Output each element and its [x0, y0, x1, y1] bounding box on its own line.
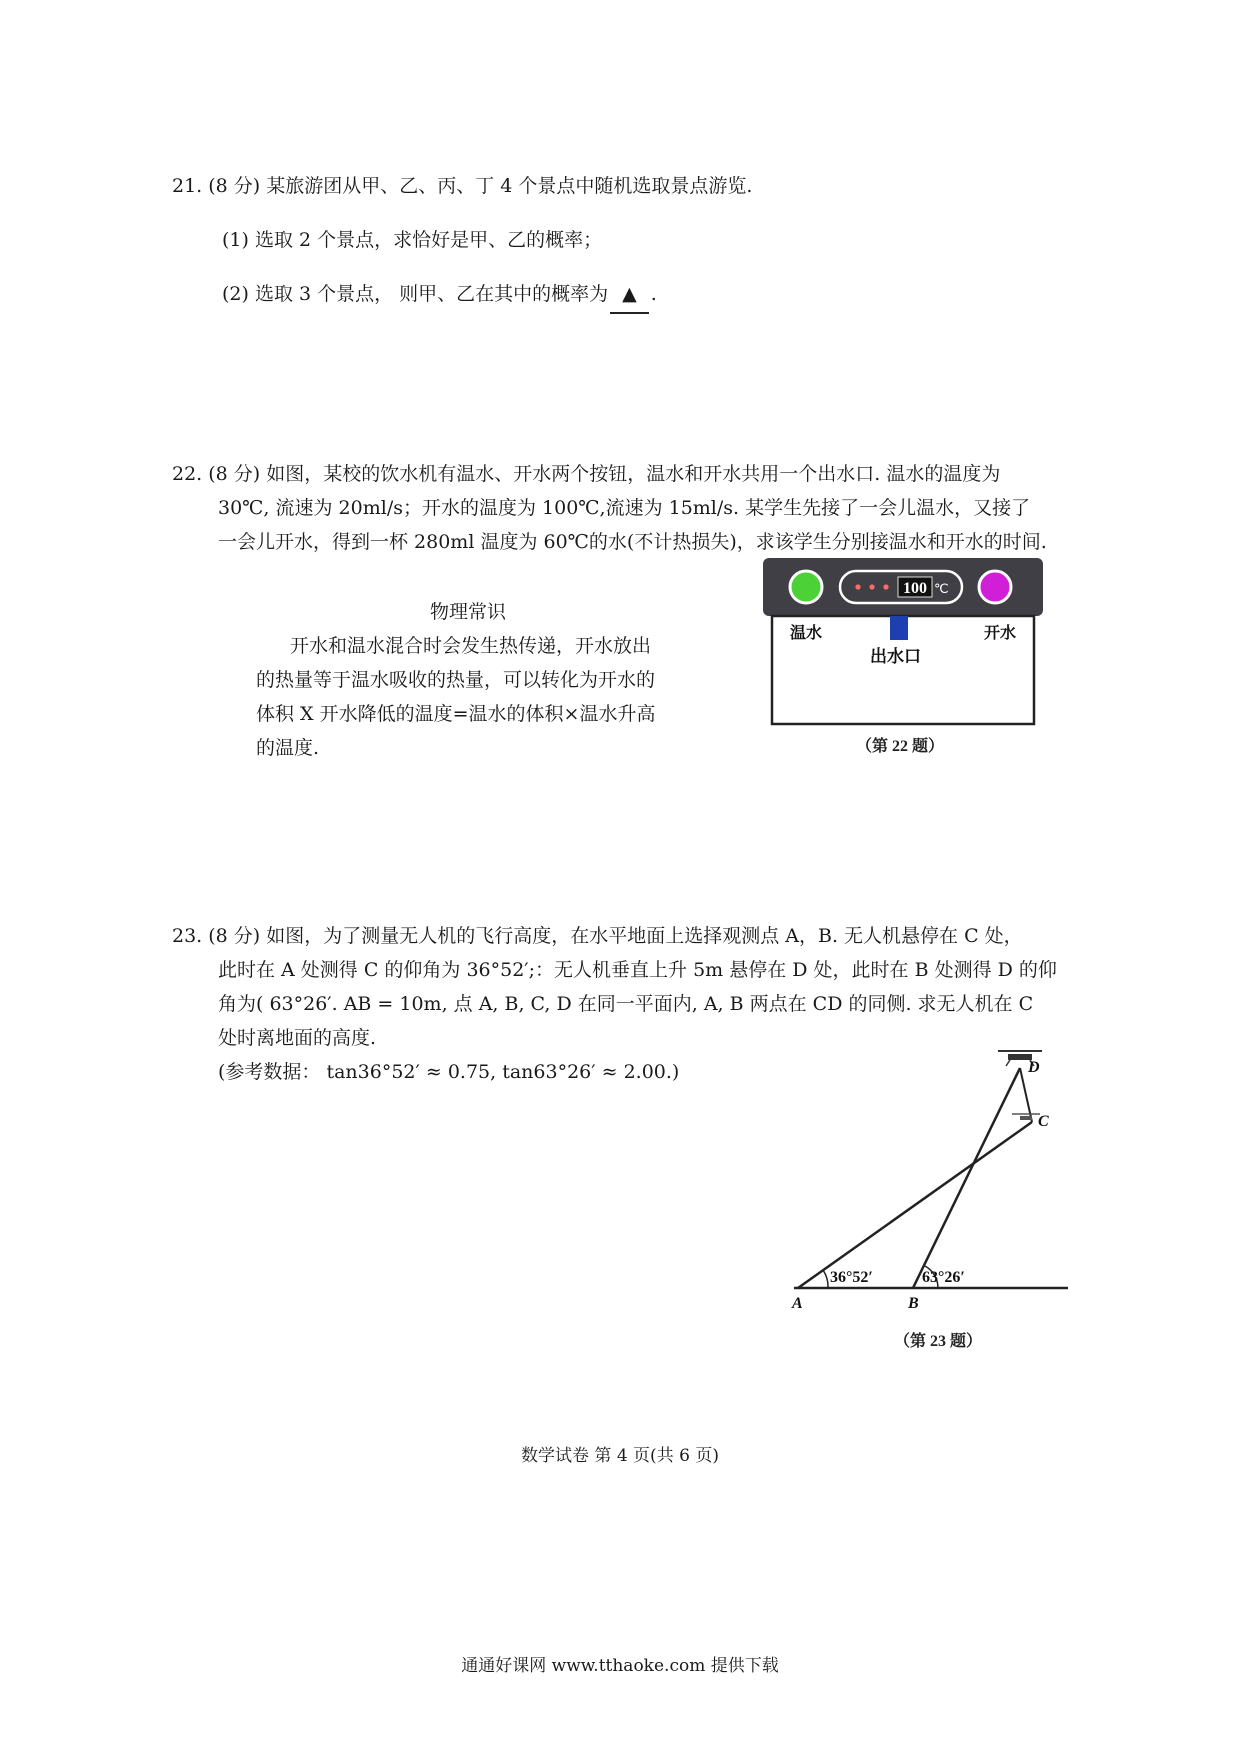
drone-marker-c — [1012, 1114, 1040, 1120]
q22-line1: 22. (8 分) 如图，某校的饮水机有温水、开水两个按钮，温水和开水共用一个出水口. 温水的温度为 — [172, 463, 1001, 485]
point-d-label: D — [1028, 1059, 1040, 1076]
physics-note-line1: 开水和温水混合时会发生热传递，开水放出 — [290, 635, 652, 657]
angle-b-label: 63°26′ — [922, 1269, 965, 1286]
q21-stem: 21. (8 分) 某旅游团从甲、乙、丙、丁 4 个景点中随机选取景点游览. — [172, 175, 753, 197]
q23-line3: 角为( 63°26′. AB = 10m, 点 A, B, C, D 在同一平面内, A, B 两点在 CD 的同侧. 求无人机在 C — [218, 993, 1034, 1015]
line-ac — [798, 1122, 1032, 1288]
q21-part2-prefix: (2) 选取 3 个景点， 则甲、乙在其中的概率为 — [222, 283, 609, 305]
q21-part2 — [222, 276, 657, 314]
q22-line3: 一会儿开水，得到一杯 280ml 温度为 60℃的水(不计热损失)，求该学生分别接温水和开水的时间. — [218, 531, 1047, 553]
q21-part1: (1) 选取 2 个景点，求恰好是甲、乙的概率； — [222, 229, 603, 251]
outlet-label: 出水口 — [870, 647, 921, 666]
point-a-label: A — [792, 1295, 803, 1312]
line-bd — [913, 1068, 1020, 1288]
figure-22-caption: （第 22 题） — [855, 738, 945, 755]
download-credit: 通通好课网 www.tthaoke.com 提供下载 — [461, 1656, 779, 1676]
page-number: 数学试卷 第 4 页(共 6 页) — [521, 1446, 719, 1466]
warm-water-label: 温水 — [790, 625, 823, 642]
indicator-dot — [855, 584, 860, 589]
physics-note-line3: 体积 X 开水降低的温度=温水的体积×温水升高 — [256, 703, 656, 725]
hot-water-label: 开水 — [984, 625, 1017, 642]
water-dispenser-figure — [760, 555, 1050, 765]
warm-water-button — [790, 571, 822, 603]
q21-part2-suffix: . — [650, 283, 657, 305]
hot-water-button — [979, 571, 1011, 603]
point-c-label: C — [1038, 1113, 1049, 1130]
q23-line4: 处时离地面的高度. — [218, 1027, 377, 1049]
figure-23-caption: （第 23 题） — [893, 1333, 983, 1350]
q23-line2: 此时在 A 处测得 C 的仰角为 36°52′;：无人机垂直上升 5m 悬停在 D 处，此时在 B 处测得 D 的仰 — [218, 959, 1057, 981]
angle-a-label: 36°52′ — [830, 1269, 873, 1286]
answer-blank: ▲ — [610, 276, 649, 314]
q23-reference-data: (参考数据： tan36°52′ ≈ 0.75, tan63°26′ ≈ 2.00.) — [218, 1061, 680, 1083]
q23-line1: 23. (8 分) 如图，为了测量无人机的飞行高度，在水平地面上选择观测点 A，B. 无人机悬停在 C 处， — [172, 925, 1023, 947]
water-outlet — [890, 616, 908, 640]
point-b-label: B — [908, 1295, 919, 1312]
temperature-unit: ℃ — [934, 581, 949, 596]
q22-line2: 30℃, 流速为 20ml/s；开水的温度为 100℃,流速为 15ml/s. 某学生先接了一会儿温水，又接了 — [218, 497, 1031, 519]
physics-note-title: 物理常识 — [430, 601, 507, 623]
temperature-value: 100 — [903, 580, 927, 597]
angle-arc-a — [823, 1270, 828, 1288]
indicator-dot — [869, 584, 874, 589]
drone-geometry-figure — [780, 1040, 1080, 1360]
physics-note-line4: 的温度. — [256, 737, 320, 759]
physics-note-line2: 的热量等于温水吸收的热量，可以转化为开水的 — [256, 669, 656, 691]
indicator-dot — [883, 584, 888, 589]
